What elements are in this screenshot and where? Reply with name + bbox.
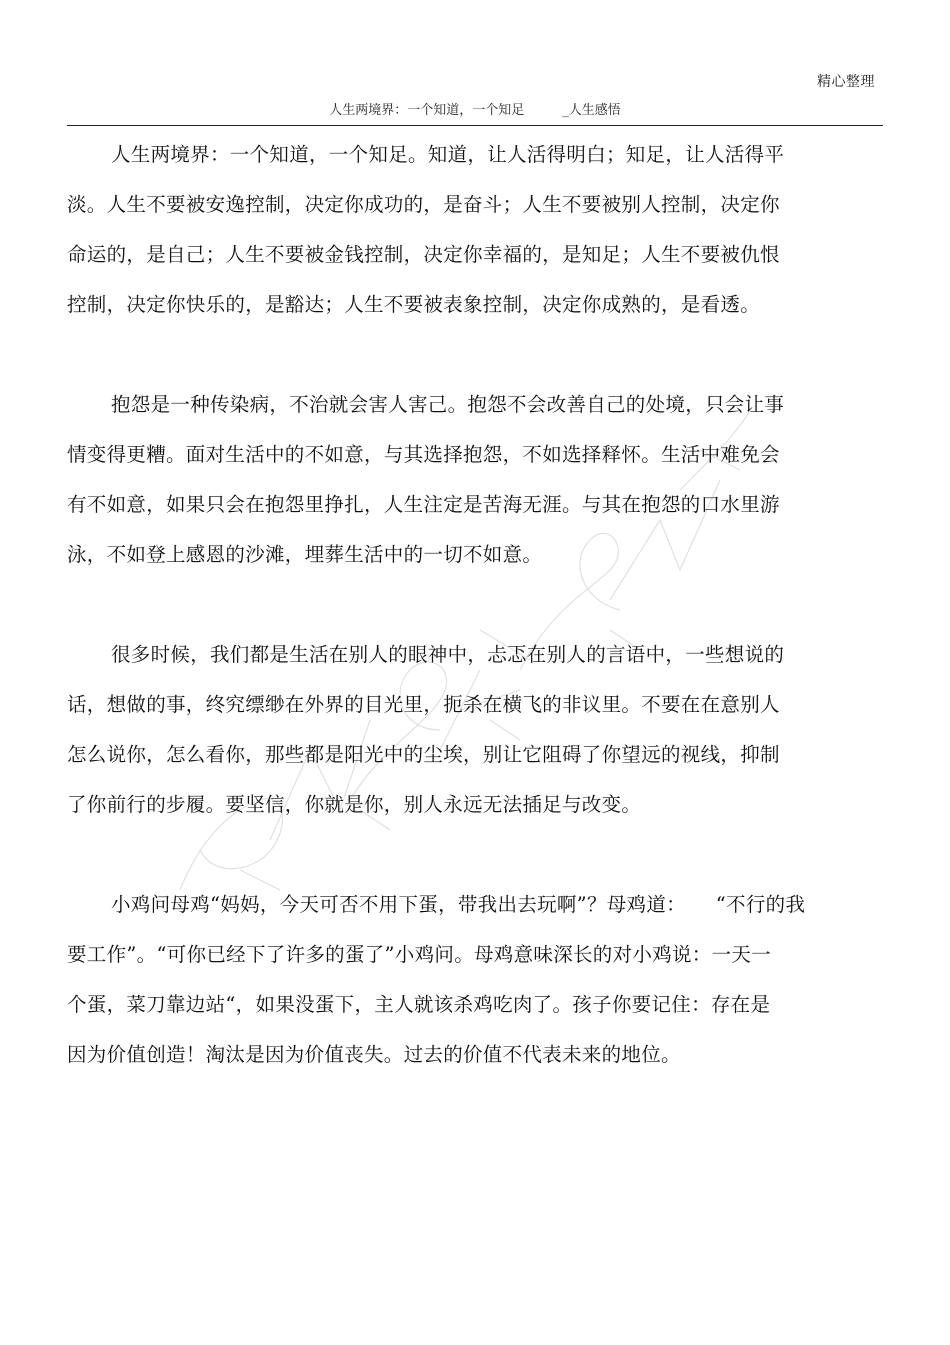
paragraph-line: 很多时候，我们都是生活在别人的眼神中，忐忑在别人的言语中，一些想说的 bbox=[111, 643, 785, 666]
header-top-right-note: 精心整理 bbox=[817, 74, 875, 90]
paragraph-4 bbox=[67, 880, 827, 1080]
paragraph-line: 淡。人生不要被安逸控制，决定你成功的，是奋斗；人生不要被别人控制，决定你 bbox=[67, 193, 780, 216]
header-divider bbox=[67, 125, 883, 126]
page-header-title bbox=[0, 99, 950, 118]
paragraph-line: 要工作”。“可你已经下了许多的蛋了”小鸡问。母鸡意味深长的对小鸡说：一天一 bbox=[67, 943, 772, 966]
paragraph-line: 因为价值创造！淘汰是因为价值丧失。过去的价值不代表未来的地位。 bbox=[67, 1043, 681, 1066]
paragraph-line: 控制，决定你快乐的，是豁达；人生不要被表象控制，决定你成熟的，是看透。 bbox=[67, 293, 761, 316]
paragraph-line: 情变得更糟。面对生活中的不如意，与其选择抱怨，不如选择释怀。生活中难免会 bbox=[67, 443, 780, 466]
paragraph-1 bbox=[67, 130, 827, 330]
paragraph-line: 泳，不如登上感恩的沙滩，埋葬生活中的一切不如意。 bbox=[67, 543, 543, 566]
header-title-main: 人生两境界：一个知道，一个知足 bbox=[329, 103, 525, 118]
paragraph-line: 命运的，是自己；人生不要被金钱控制，决定你幸福的，是知足；人生不要被仇恨 bbox=[67, 243, 780, 266]
paragraph-3 bbox=[67, 630, 827, 830]
paragraph-line: 怎么说你，怎么看你，那些都是阳光中的尘埃，别让它阻碍了你望远的视线，抑制 bbox=[67, 743, 780, 766]
paragraph-line: 话，想做的事，终究缥缈在外界的目光里，扼杀在横飞的非议里。不要在在意别人 bbox=[67, 693, 780, 716]
document-body bbox=[67, 130, 827, 1130]
paragraph-2 bbox=[67, 380, 827, 580]
paragraph-line: 有不如意，如果只会在抱怨里挣扎，人生注定是苦海无涯。与其在抱怨的口水里游 bbox=[67, 493, 780, 516]
paragraph-line: 个蛋，菜刀靠边站“，如果没蛋下，主人就该杀鸡吃肉了。孩子你要记住：存在是 bbox=[67, 993, 771, 1016]
header-title-suffix: _人生感悟 bbox=[562, 103, 621, 118]
paragraph-line: 抱怨是一种传染病，不治就会害人害己。抱怨不会改善自己的处境，只会让事 bbox=[111, 393, 785, 416]
paragraph-line: 了你前行的步履。要坚信，你就是你，别人永远无法插足与改变。 bbox=[67, 793, 642, 816]
paragraph-line: 小鸡问母鸡“妈妈，今天可否不用下蛋，带我出去玩啊”？母鸡道： “不行的我 bbox=[111, 893, 806, 916]
paragraph-line: 人生两境界：一个知道，一个知足。知道，让人活得明白；知足，让人活得平 bbox=[111, 143, 785, 166]
